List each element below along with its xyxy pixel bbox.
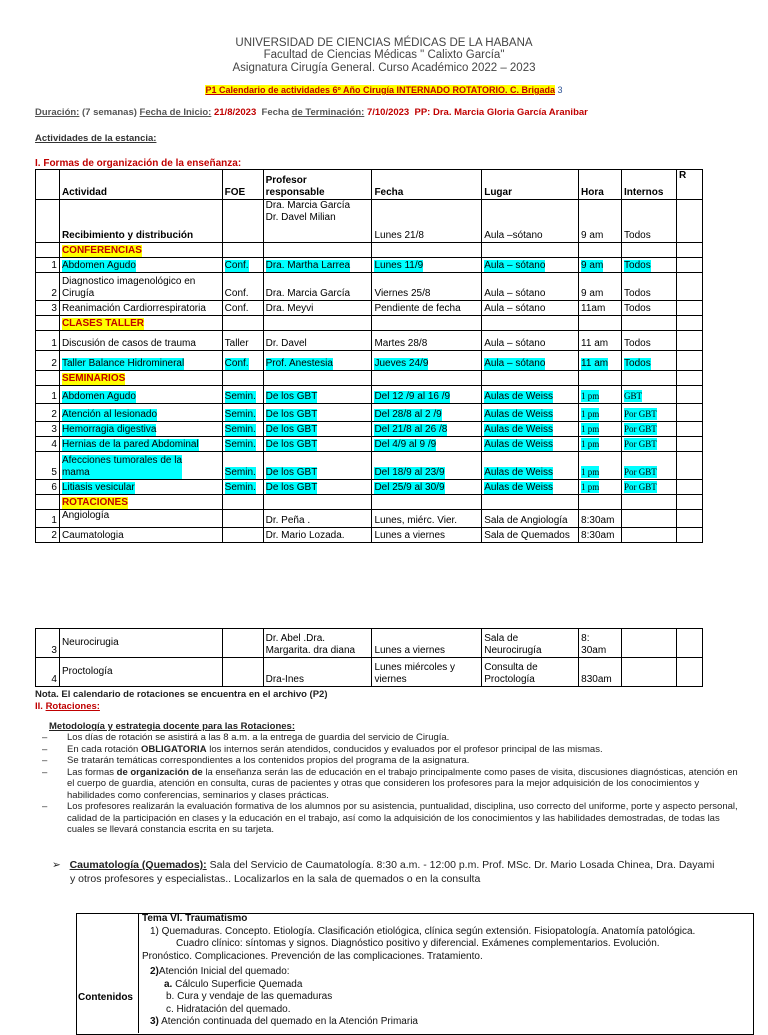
inicio-label: Fecha de Inicio: [139, 107, 212, 118]
table-row: 6 Litiasis vesicular Semin. De los GBT Del 25/9 al 30/9 Aulas de Weiss 1 pm Por GBT [36, 480, 703, 495]
terminacion-label: de Terminación: [291, 107, 365, 118]
table-row: 2 Caumatologia Dr. Mario Lozada. Lunes a viernes Sala de Quemados 8:30am [36, 528, 703, 543]
table-row: 4 Hernias de la pared Abdominal Semin. De los GBT Del 4/9 al 9 /9 Aulas de Weiss 1 pm Por GBT [36, 437, 703, 452]
inicio-value: 21/8/2023 [213, 107, 257, 118]
title-number: 3 [557, 85, 563, 95]
table-row: 1 Abdomen Agudo Conf. Dra. Martha Larrea Lunes 11/9 Aula – sótano 9 am Todos [36, 258, 703, 273]
section-title: I. Formas de organización de la enseñanza: [35, 158, 242, 169]
table-row: 1 Angiología Dr. Peña . Lunes, miérc. Vier. Sala de Angiología 8:30am [36, 510, 703, 528]
list-item: – En cada rotación OBLIGATORIA los internos serán atendidos, conducidos y evaluados por el profesor principal de las mismas. [40, 744, 740, 756]
contenidos-label: Contenidos [78, 992, 133, 1003]
tema-content: Tema VI. Traumatismo 1) Quemaduras. Concepto. Etiología. Clasificación etiológica, clínica según extensión. Fisiopatología. Anatomía patológica. Cuadro clínico: síntomas y signos. Diagnóstico positivo y diferencial. Exámenes complementarios. Evolución. Pronóstico. Complicaciones. Prevención de las complicaciones. Tratamiento. 2)Atención Inicial del quemado: a. Cálculo Superficie Quemada b. Cura y vendaje de las quemaduras c. Hidratación del quemado. 3) Atención continuada del quemado en la Atención Primaria [142, 913, 752, 1029]
rotations-table-continued [35, 628, 703, 687]
group-row-rotaciones: ROTACIONES [36, 495, 703, 510]
table-row: 3 Reanimación Cardiorrespiratoria Conf. Dra. Meyvi Pendiente de fecha Aula – sótano 11am Todos [36, 301, 703, 316]
pp-text: PP: Dra. Marcia Gloria García Aranibar [414, 107, 588, 118]
arrow-bullet-icon: ➢ [52, 859, 61, 871]
table-row: 2 Diagnostico imagenológico en Cirugía Conf. Dra. Marcia García Viernes 25/8 Aula – sótano 9 am Todos [36, 273, 703, 301]
faculty-name: Facultad de Ciencias Médicas " Calixto García" [263, 49, 505, 61]
list-item: – Las formas de organización de la enseñanza serán las de educación en el trabajo principalmente como pases de visita, discusiones diagnósticas, atención en el cuerpo de guardia, atención en consulta, curas de pacientes y otras que consideren los profesores para la mejor adquisición de los conocimientos y habilidades como conferencias, seminarios y clases prácticas. [40, 767, 740, 802]
table-row: 5 Afecciones tumorales de la mama Semin. De los GBT Del 18/9 al 23/9 Aulas de Weiss 1 pm Por GBT [36, 452, 703, 480]
tema-title: Tema VI. Traumatismo [142, 913, 248, 924]
duracion-label: Duración: [35, 107, 80, 118]
table-row: 3 Hemorragia digestiva Semin. De los GBT Del 21/8 al 26 /8 Aulas de Weiss 1 pm Por GBT [36, 422, 703, 437]
activities-table [35, 169, 703, 543]
header-profesor: Profesor responsable [263, 170, 372, 200]
metodologia-title: Metodología y estrategia docente para las Rotaciones: [49, 721, 296, 732]
actividades-label: Actividades de la estancia: [35, 133, 157, 144]
header-actividad: Actividad [59, 170, 222, 200]
table-row: 3 Neurocirugia Dr. Abel .Dra. Margarita. dra diana Lunes a viernes Sala de Neurocirugía 8: 30am [36, 629, 703, 658]
caumatologia-title: Caumatología (Quemados): [69, 859, 207, 871]
university-name: UNIVERSIDAD DE CIENCIAS MÉDICAS DE LA HABANA [235, 37, 533, 49]
group-row-conferencias: CONFERENCIAS [36, 243, 703, 258]
header-fecha: Fecha [372, 170, 482, 200]
title-text: P1 Calendario de actividades 6º Año Cirugía INTERNADO ROTATORIO. C. Brigada [205, 85, 555, 95]
header-internos: Internos [622, 170, 677, 200]
table-row: Recibimiento y distribución Dra. Marcia García Dr. Davel Milian Lunes 21/8 Aula –sótano 9 am Todos [36, 200, 703, 243]
duracion-value: (7 semanas) [81, 107, 137, 118]
header-r: R [676, 170, 702, 200]
info-line [35, 107, 588, 118]
header-foe: FOE [222, 170, 263, 200]
list-item: – Se tratarán temáticas correspondientes a los contenidos propios del programa de la asignatura. [40, 755, 740, 767]
group-row-seminarios: SEMINARIOS [36, 371, 703, 386]
document-title [0, 85, 768, 95]
table-row: 2 Taller Balance Hidromineral Conf. Prof. Anestesia Jueves 24/9 Aula – sótano 11 am Todos [36, 351, 703, 371]
list-item: – Los profesores realizarán la evaluación formativa de los alumnos por su asistencia, puntualidad, disciplina, uso correcto del uniforme, porte y aspecto personal, calidad de la participación en clases y la educación en el trabajo, así como la adquisición de los conocimientos y las habilidades demostradas, de todas las cuales se llevará constancia escrita en su tarjeta. [40, 801, 740, 836]
group-row-talleres: CLASES TALLER [36, 316, 703, 331]
table-row: 1 Abdomen Agudo Semin. De los GBT Del 12 /9 al 16 /9 Aulas de Weiss 1 pm GBT [36, 386, 703, 404]
nota-text: Nota. El calendario de rotaciones se encuentra en el archivo (P2) [35, 689, 328, 700]
table-row: 1 Discusión de casos de trauma Taller Dr. Davel Martes 28/8 Aula – sótano 11 am Todos [36, 331, 703, 351]
caumatologia-paragraph: ➢ Caumatología (Quemados): Sala del Servicio de Caumatología. 8:30 a.m. - 12:00 p.m. Prof. MSc. Dr. Mario Losada Chinea, Dra. Dayami y otros profesores y especialistas.. Localizarlos en la sala de quemados o en la consulta [52, 859, 715, 885]
list-item: – Los días de rotación se asistirá a las 8 a.m. a la entrega de guardia del servicio de Cirugía. [40, 732, 740, 744]
fecha-label: Fecha [261, 107, 289, 118]
header-hora: Hora [579, 170, 622, 200]
table-row: 2 Atención al lesionado Semin. De los GBT Del 28/8 al 2 /9 Aulas de Weiss 1 pm Por GBT [36, 404, 703, 422]
header-lugar: Lugar [482, 170, 579, 200]
table-row: 4 Proctología Dra-Ines Lunes miércoles y viernes Consulta de Proctología 830am [36, 658, 703, 687]
rotaciones-title: II. Rotaciones: [35, 701, 100, 712]
metodologia-list [40, 732, 740, 836]
course-name: Asignatura Cirugía General. Curso Académico 2022 – 2023 [232, 62, 536, 74]
contenidos-column [76, 913, 139, 1033]
terminacion-value: 7/10/2023 [366, 107, 410, 118]
